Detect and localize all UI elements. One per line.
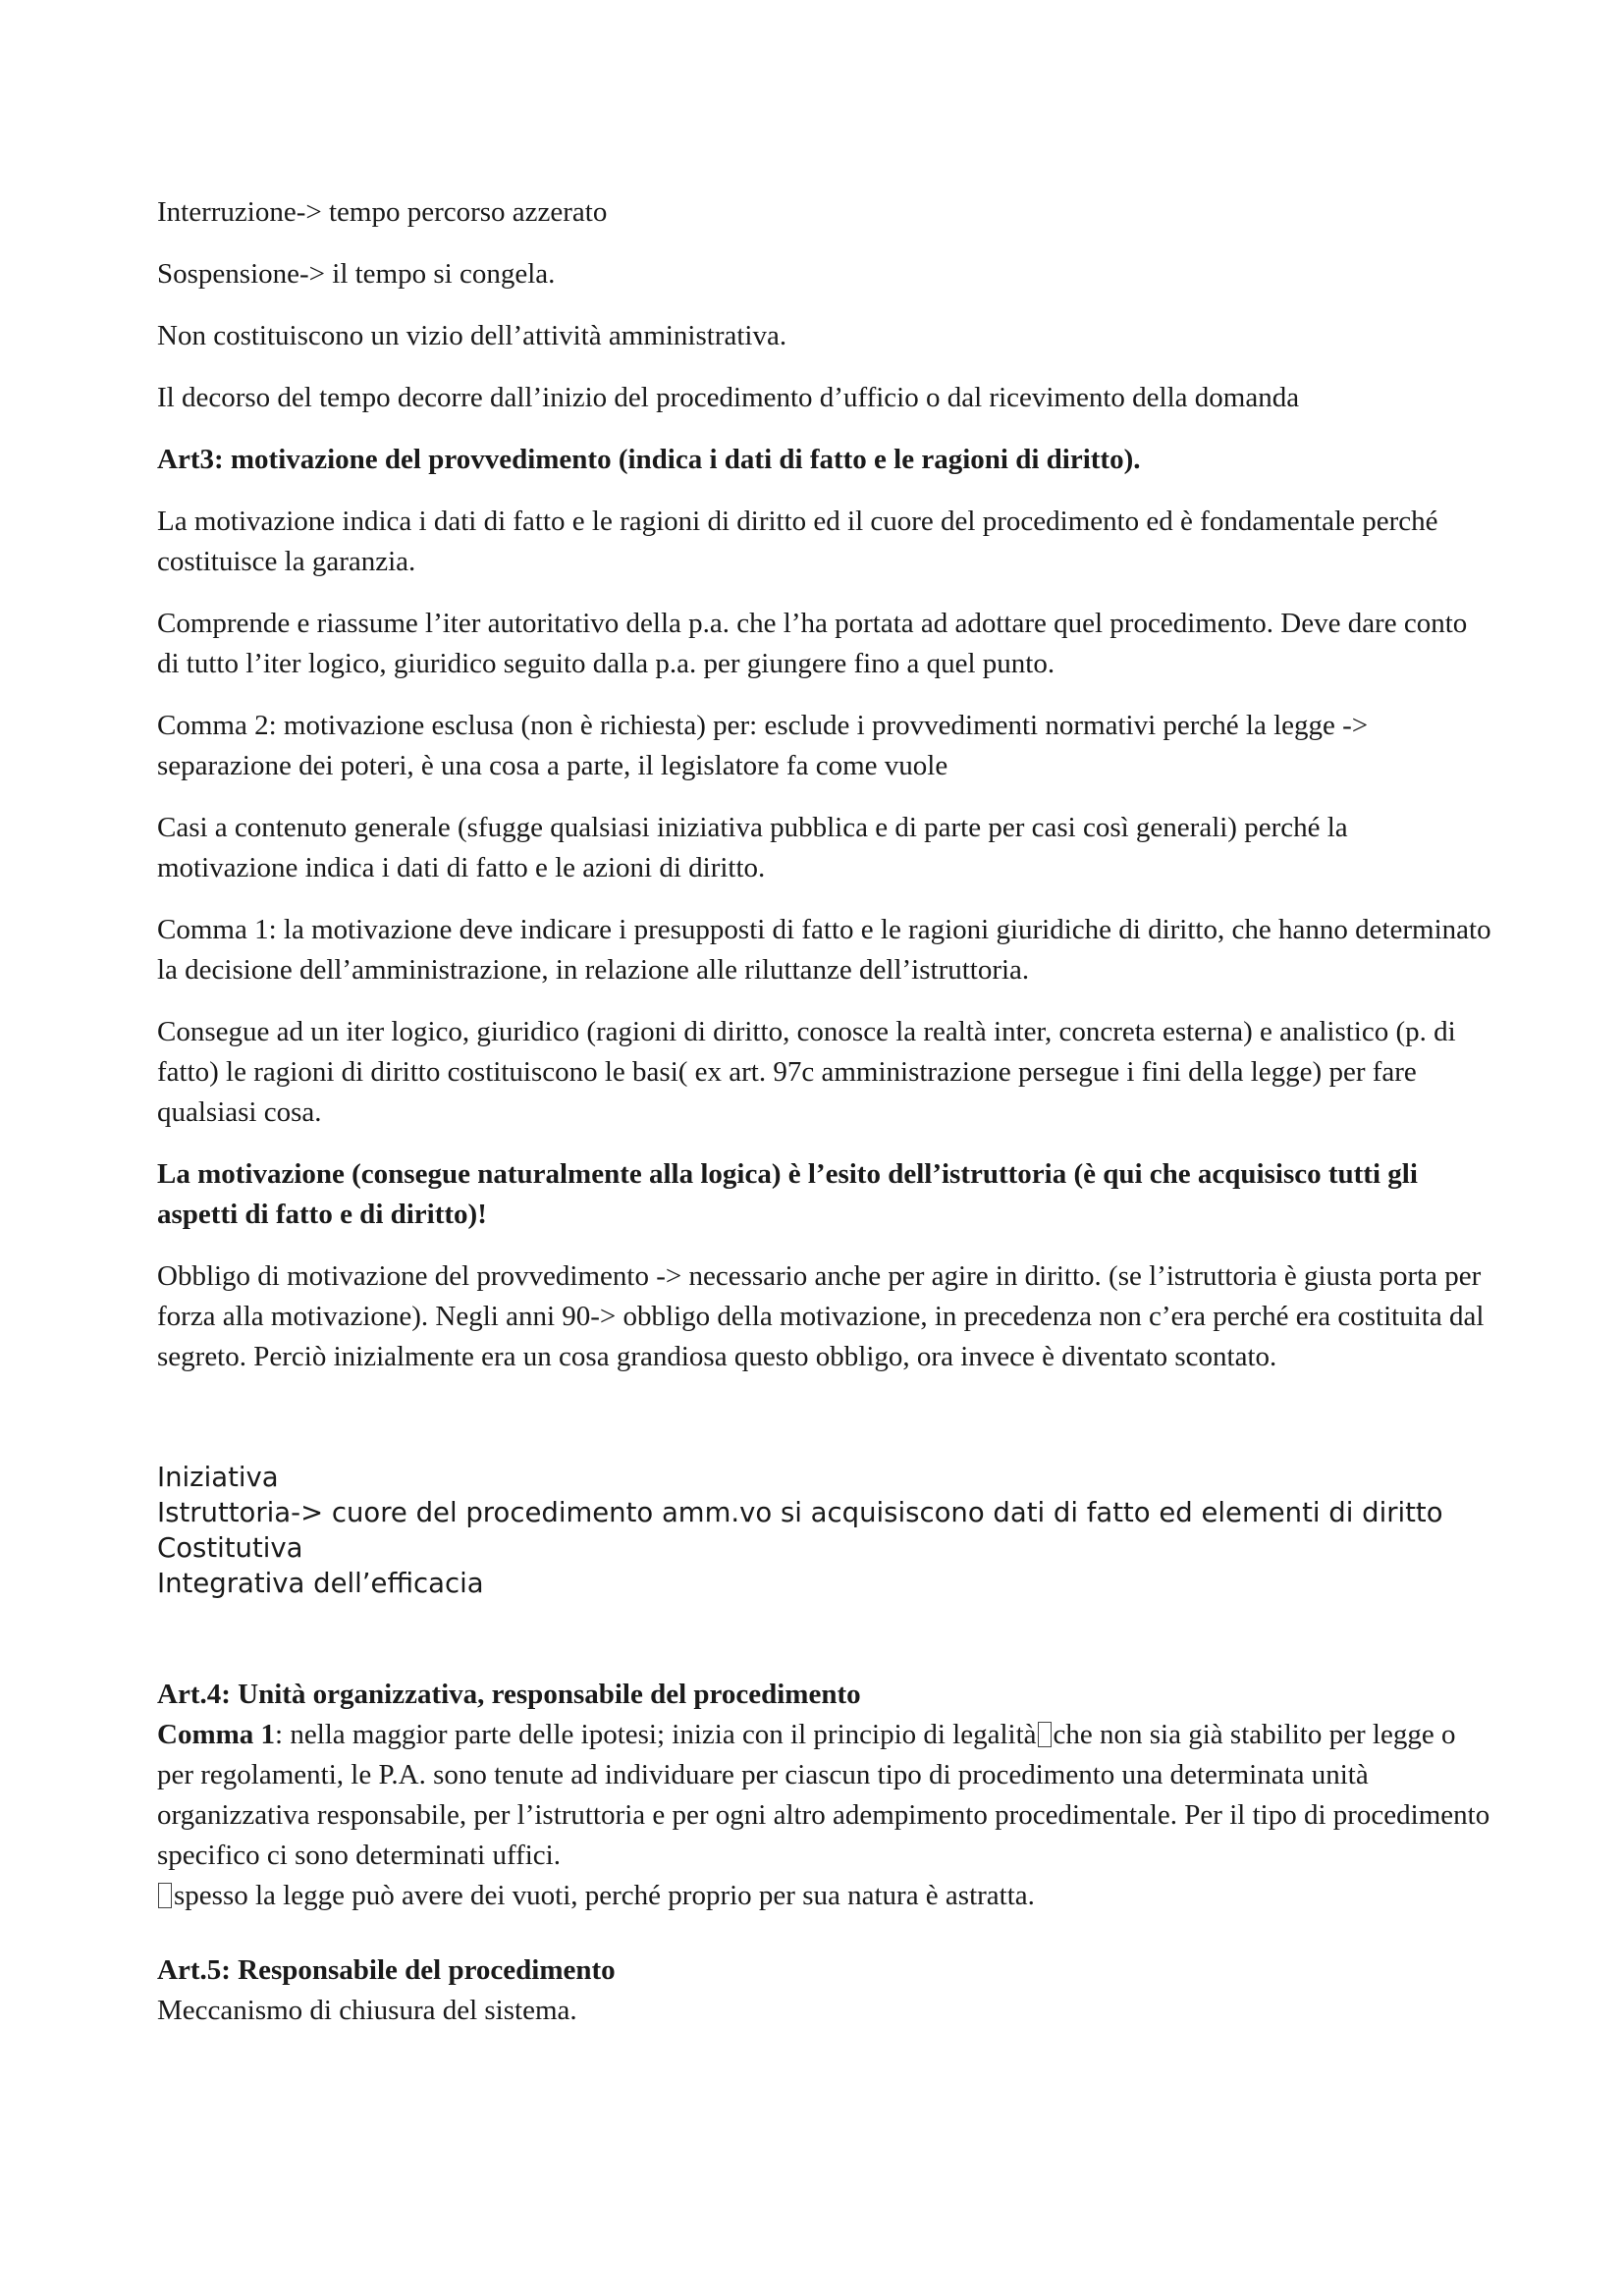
paragraph-vizio: Non costituiscono un vizio dell’attività amministrativa.	[157, 320, 787, 351]
paragraph-motivazione: La motivazione indica i dati di fatto e le ragioni di diritto ed il cuore del procedimento ed è fondamentale perché costituisce la garanzia.	[157, 506, 1438, 577]
art4-section	[157, 1675, 1492, 1916]
art4-comma-label: Comma 1	[157, 1719, 276, 1750]
phase-item: Istruttoria-> cuore del procedimento amm.vo si acquisiscono dati di fatto ed elementi di diritto	[157, 1497, 1443, 1528]
phase-item: Integrativa dell’efficacia	[157, 1568, 484, 1599]
art3-heading: Art3: motivazione del provvedimento (indica i dati di fatto e le ragioni di diritto).	[157, 444, 1141, 475]
art5-text: Meccanismo di chiusura del sistema.	[157, 1995, 577, 2026]
missing-glyph-icon	[1038, 1722, 1052, 1747]
paragraph-obbligo: Obbligo di motivazione del provvedimento -> necessario anche per agire in diritto. (se l’istruttoria è giusta porta per forza alla motivazione). Negli anni 90-> obbligo della motivazione, in precedenza non c’era perché era costituita dal segreto. Perciò inizialmente era un cosa grandiosa questo obbligo, ora invece è diventato scontato.	[157, 1260, 1485, 1372]
paragraph-decorso: Il decorso del tempo decorre dall’inizio del procedimento d’ufficio o dal ricevimento della domanda	[157, 382, 1300, 413]
art4-text-a: : nella maggior parte delle ipotesi; inizia con il principio di legalità	[275, 1719, 1037, 1750]
paragraph-sospensione: Sospensione-> il tempo si congela.	[157, 258, 556, 290]
paragraph-iter: Comprende e riassume l’iter autoritativo della p.a. che l’ha portata ad adottare quel procedimento. Deve dare conto di tutto l’iter logico, giuridico seguito dalla p.a. per giungere fino a quel punto.	[157, 608, 1468, 679]
art5-section	[157, 1950, 1492, 2031]
missing-glyph-icon	[158, 1883, 172, 1908]
phase-item: Iniziativa	[157, 1462, 279, 1493]
document-page	[157, 192, 1492, 2031]
art4-heading: Art.4: Unità organizzativa, responsabile del procedimento	[157, 1679, 861, 1710]
paragraph-interruzione: Interruzione-> tempo percorso azzerato	[157, 196, 608, 228]
art5-heading: Art.5: Responsabile del procedimento	[157, 1954, 616, 1986]
art4-text-c: spesso la legge può avere dei vuoti, perché proprio per sua natura è astratta.	[174, 1880, 1035, 1911]
art4-body	[157, 1715, 1492, 1916]
paragraph-comma-1: Comma 1: la motivazione deve indicare i presupposti di fatto e le ragioni giuridiche di diritto, che hanno determinato la decisione dell’amministrazione, in relazione alle riluttanze dell’istruttoria.	[157, 914, 1491, 986]
paragraph-consegue: Consegue ad un iter logico, giuridico (ragioni di diritto, conosce la realtà inter, concreta esterna) e analistico (p. di fatto) le ragioni di diritto costituiscono le basi( ex art. 97c amministrazione persegue i fini della legge) per fare qualsiasi cosa.	[157, 1016, 1456, 1128]
bold-statement: La motivazione (consegue naturalmente alla logica) è l’esito dell’istruttoria (è qui che acquisisco tutti gli aspetti di fatto e di diritto)!	[157, 1158, 1418, 1230]
paragraph-casi-generali: Casi a contenuto generale (sfugge qualsiasi iniziativa pubblica e di parte per casi così generali) perché la motivazione indica i dati di fatto e le azioni di diritto.	[157, 812, 1348, 883]
paragraph-comma-2: Comma 2: motivazione esclusa (non è richiesta) per: esclude i provvedimenti normativi perché la legge -> separazione dei poteri, è una cosa a parte, il legislatore fa come vuole	[157, 710, 1369, 781]
phases-list	[157, 1460, 1492, 1601]
art4-text-b: che non sia già stabilito per legge o per regolamenti, le P.A. sono tenute ad individuare per ciascun tipo di procedimento una determinata unità organizzativa responsabile, per l’istruttoria e per ogni altro adempimento procedimentale. Per il tipo di procedimento specifico ci sono determinati uffici.	[157, 1719, 1490, 1871]
phase-item: Costitutiva	[157, 1532, 303, 1564]
